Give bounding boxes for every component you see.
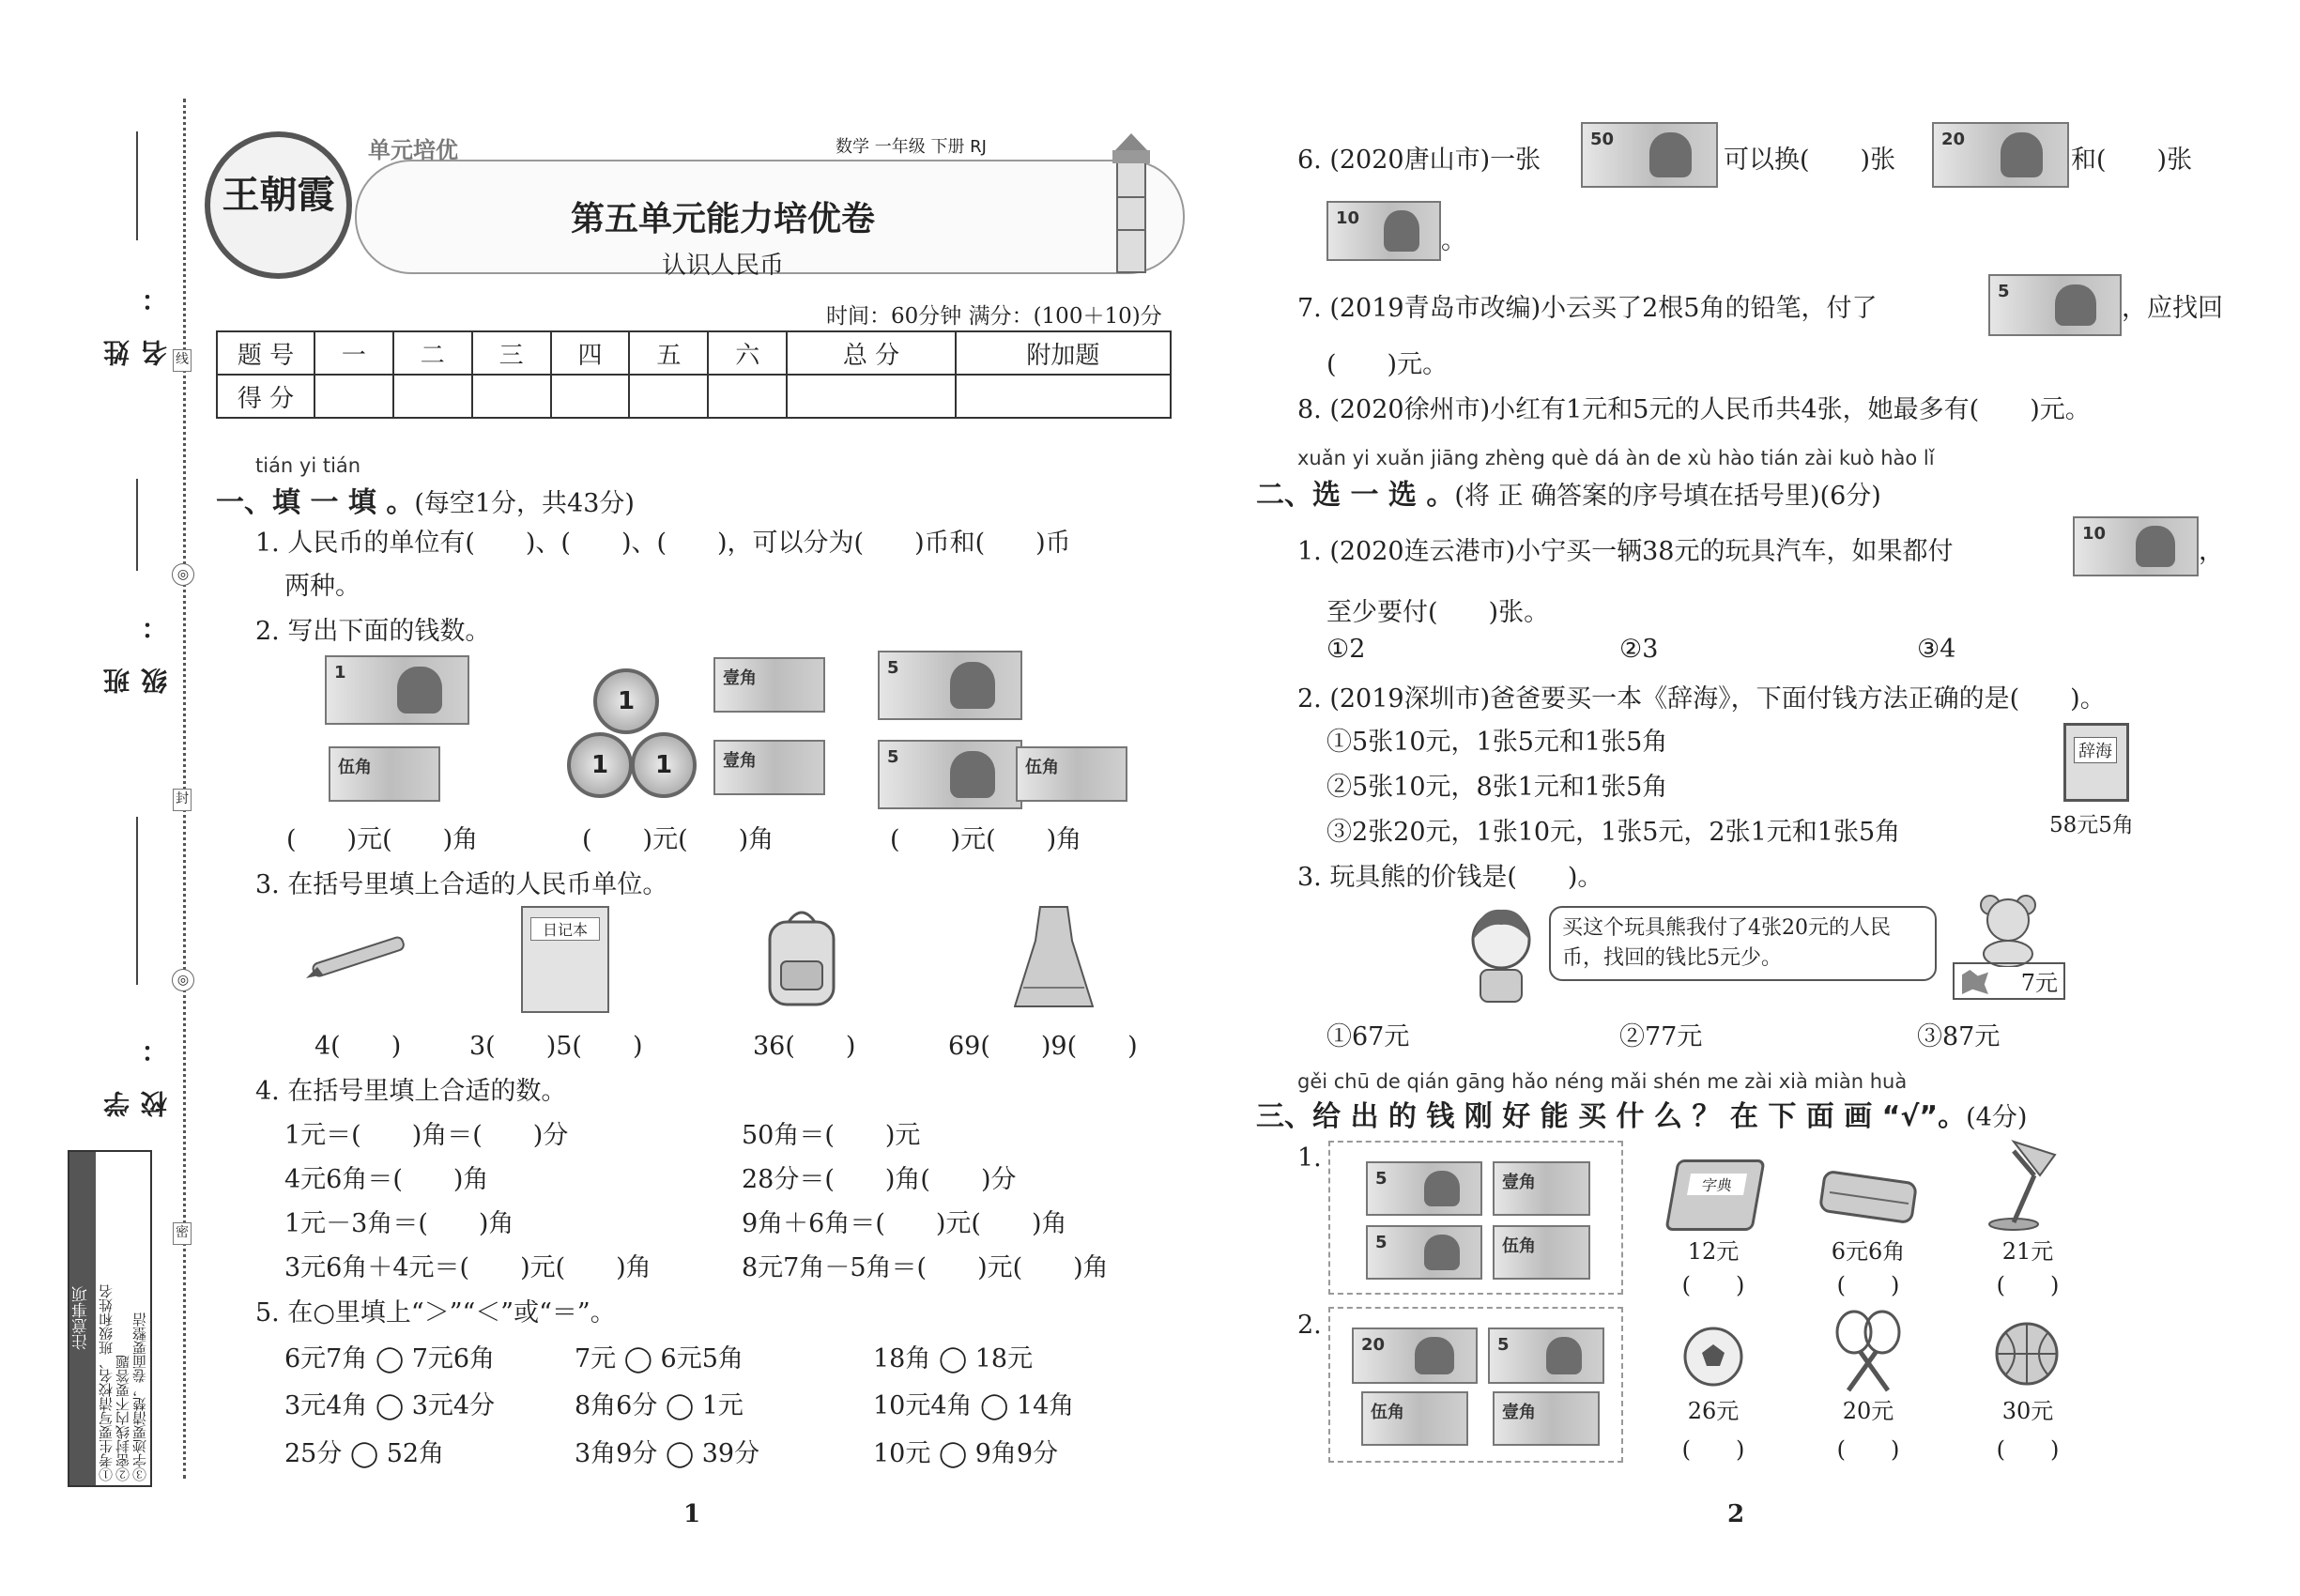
q5-item[interactable]: 3角9分 ◯ 39分	[575, 1439, 760, 1468]
q8-text[interactable]: 8. (2020徐州市)小红有1元和5元的人民币共4张，她最多有( )元。	[1297, 395, 2091, 424]
q5-item[interactable]: 10元 ◯ 9角9分	[873, 1439, 1059, 1468]
banknote-5jiao	[1016, 746, 1127, 802]
name-underline	[136, 131, 138, 240]
table-cell: 六	[708, 331, 787, 375]
portrait-icon	[1424, 1235, 1460, 1271]
q5-item[interactable]: 7元 ◯ 6元5角	[575, 1344, 744, 1373]
banknote-20yuan	[1932, 122, 2069, 188]
score-cell[interactable]	[551, 375, 630, 418]
sec2-pinyin: xuǎn yi xuǎn jiāng zhèng què dá àn de xù hào tián zài kuò hào lǐ	[1297, 447, 1935, 469]
option[interactable]: ③2张20元，1张10元，1张5元，2张1元和1张5角	[1326, 818, 1901, 847]
note-value: 5	[1998, 282, 2010, 301]
class-field[interactable]	[102, 479, 171, 695]
s2q3-text[interactable]: 3. 玩具熊的价钱是( )。	[1297, 863, 1603, 892]
banknote-1jiao	[713, 657, 825, 713]
note-value: 5	[1375, 1233, 1388, 1252]
sec3-title	[1256, 1093, 2027, 1134]
note-value: 壹角	[1502, 1173, 1536, 1192]
banknote-10yuan	[2073, 516, 2199, 576]
answer-paren[interactable]: ( )	[1836, 1436, 1900, 1463]
table-cell: 题 号	[217, 331, 314, 375]
q5-item[interactable]: 6元7角 ◯ 7元6角	[284, 1344, 496, 1373]
brand-logo	[205, 131, 352, 279]
answer-paren[interactable]: ( )	[1996, 1436, 2060, 1463]
coin-1yuan: 1	[593, 668, 659, 734]
score-cell[interactable]	[393, 375, 472, 418]
price-label: 26元	[1687, 1398, 1740, 1424]
q4-item[interactable]: 9角＋6角＝( )元( )角	[742, 1209, 1067, 1238]
girl-icon	[1460, 906, 1542, 1005]
note-value: 5	[887, 658, 899, 678]
banknote-5jiao	[1361, 1391, 1468, 1446]
price-tag-label: 7元	[2020, 970, 2058, 996]
sec2-note: (将 正 确答案的序号填在括号里)(6分)	[1454, 482, 1881, 511]
table-row	[217, 375, 1171, 418]
note-value: 20	[1361, 1335, 1386, 1355]
note-value: 20	[1941, 130, 1966, 149]
banknote-1jiao	[1493, 1161, 1590, 1216]
sec1-pinyin: tián yi tián	[255, 454, 361, 477]
price-label: 6元6角	[1831, 1238, 1906, 1265]
notice-box	[68, 1150, 152, 1487]
book-price: 58元5角	[2049, 813, 2134, 837]
note-value: 50	[1590, 130, 1615, 149]
banknote-5yuan	[1988, 274, 2122, 336]
option[interactable]: ③4	[1917, 635, 1956, 664]
table-row	[217, 331, 1171, 375]
backpack-icon	[759, 903, 845, 1011]
price-label: 21元	[2001, 1238, 2054, 1265]
option[interactable]: ②3	[1619, 635, 1659, 664]
score-cell[interactable]	[472, 375, 551, 418]
q5-item[interactable]: 10元4角 ◯ 14角	[873, 1391, 1075, 1420]
banknote-5yuan	[1366, 1161, 1482, 1216]
score-cell[interactable]	[629, 375, 708, 418]
table-cell: 附加题	[956, 331, 1171, 375]
class-underline	[136, 479, 138, 571]
score-cell[interactable]	[956, 375, 1171, 418]
score-table	[216, 330, 1172, 419]
note-value: 伍角	[338, 758, 372, 777]
portrait-icon	[1546, 1337, 1582, 1374]
note-value: 1	[334, 663, 346, 683]
portrait-icon	[950, 751, 995, 798]
dictionary-icon	[1664, 1159, 1765, 1231]
portrait-icon	[1384, 210, 1419, 251]
portrait-icon	[2055, 284, 2096, 327]
q3-answer-dress[interactable]: 69( )9( )	[948, 1032, 1138, 1061]
table-cell: 三	[472, 331, 551, 375]
name-label: 姓名：	[102, 257, 171, 366]
q4-item[interactable]: 8元7角－5角＝( )元( )角	[742, 1253, 1109, 1282]
pencil-case-icon	[1817, 1164, 1920, 1230]
name-field[interactable]	[102, 131, 171, 366]
s2q1-text-c[interactable]: 至少要付( )张。	[1326, 598, 1550, 627]
q1-line2: 两种。	[284, 572, 360, 601]
pen-icon	[302, 929, 420, 986]
option[interactable]: ①2	[1326, 635, 1366, 664]
dress-icon	[1014, 903, 1094, 1011]
q4-item[interactable]: 1元＝( )角＝( )分	[284, 1121, 569, 1150]
banknote-10yuan	[1326, 201, 1441, 261]
page-title: 第五单元能力培优卷	[570, 200, 875, 238]
seal-mark-feng: 封	[173, 789, 192, 811]
portrait-icon	[397, 667, 442, 714]
q5-item[interactable]: 3元4角 ◯ 3元4分	[284, 1391, 496, 1420]
q6-text-d: 。	[1441, 226, 1466, 255]
book-cihai-icon	[2063, 723, 2129, 802]
price-label: 20元	[1842, 1398, 1894, 1424]
answer-paren[interactable]: ( )	[1681, 1436, 1745, 1463]
school-label: 学校：	[102, 1008, 171, 1117]
banknote-5jiao	[1493, 1225, 1590, 1280]
s3-number-2: 2.	[1297, 1311, 1322, 1340]
note-value: 伍角	[1371, 1403, 1404, 1422]
s2q1-text-a: 1. (2020连云港市)小宁买一辆38元的玩具汽车，如果都付	[1297, 537, 1954, 566]
sec1-note: (每空1分，共43分)	[414, 489, 635, 518]
grade-meta: 数学 一年级 下册 RJ	[836, 137, 987, 157]
q6-text-c[interactable]: 和( )张	[2071, 146, 2193, 175]
score-cell[interactable]	[314, 375, 393, 418]
note-value: 5	[887, 747, 899, 767]
book-title: 辞海	[2074, 737, 2117, 763]
sec3-pinyin: gěi chū de qián gāng hǎo néng mǎi shén me zài xià miàn huà	[1297, 1070, 1908, 1093]
option[interactable]: ②77元	[1619, 1022, 1703, 1051]
class-label: 班级：	[102, 586, 171, 695]
q5-prompt: 5. 在○里填上“＞”“＜”或“＝”。	[255, 1298, 616, 1327]
q4-item[interactable]: 50角＝( )元	[742, 1121, 921, 1150]
s2q1-text-b: ，	[2199, 537, 2224, 566]
banknote-1yuan	[325, 655, 469, 725]
q7-text-c[interactable]: ( )元。	[1326, 350, 1449, 379]
banknote-50yuan	[1581, 122, 1718, 188]
option[interactable]: ①5张10元，1张5元和1张5角	[1326, 728, 1668, 757]
sec3-title-text: 三、给 出 的 钱 刚 好 能 买 什 么 ？ 在 下 面 画 “√”。	[1256, 1100, 1967, 1133]
time-score: 时间：60分钟 满分：(100＋10)分	[826, 304, 1162, 329]
q7-text-a: 7. (2019青岛市改编)小云买了2根5角的铅笔，付了	[1297, 294, 1878, 323]
option[interactable]: ①67元	[1326, 1022, 1410, 1051]
answer-paren[interactable]: ( )	[1836, 1272, 1900, 1298]
s3-number-1: 1.	[1297, 1143, 1322, 1173]
table-cell: 五	[629, 331, 708, 375]
table-cell: 四	[551, 331, 630, 375]
table-cell: 总 分	[787, 331, 956, 375]
series-label: 单元培优	[368, 137, 458, 163]
q6-text-b[interactable]: 可以换( )张	[1724, 146, 1896, 175]
page-number-1: 1	[683, 1500, 701, 1528]
q4-item[interactable]: 28分＝( )角( )分	[742, 1165, 1017, 1194]
q3-answer-backpack[interactable]: 36( )	[753, 1032, 856, 1061]
q2-answer-2[interactable]: ( )元( )角	[582, 825, 774, 854]
q3-answer-pen[interactable]: 4( )	[314, 1032, 402, 1061]
option[interactable]: ③87元	[1917, 1022, 2001, 1051]
sec1-title-text: 一、填 一 填 。	[216, 486, 415, 519]
q4-item[interactable]: 4元6角＝( )角	[284, 1165, 489, 1194]
note-value: 壹角	[723, 751, 757, 771]
q4-item[interactable]: 3元6角＋4元＝( )元( )角	[284, 1253, 652, 1282]
basketball-icon	[1992, 1319, 2062, 1389]
sec2-title-text: 二、选 一 选 。	[1256, 479, 1455, 512]
q5-item[interactable]: 25分 ◯ 52角	[284, 1439, 445, 1468]
answer-paren[interactable]: ( )	[1996, 1272, 2060, 1298]
table-cell: 一	[314, 331, 393, 375]
sec1-title	[216, 479, 635, 520]
page-subtitle: 认识人民币	[661, 252, 784, 280]
price-tag	[1953, 962, 2065, 1000]
q4-item[interactable]: 1元－3角＝( )角	[284, 1209, 514, 1238]
desk-lamp-icon	[1986, 1138, 2079, 1232]
portrait-icon	[950, 662, 995, 709]
note-value: 壹角	[1502, 1403, 1536, 1422]
soccer-ball-icon	[1680, 1324, 1746, 1389]
portrait-icon	[1424, 1171, 1460, 1207]
notice-item: ②密封线内不要答题	[115, 1355, 131, 1481]
q2-prompt: 2. 写出下面的钱数。	[255, 617, 491, 646]
torn-spot-icon	[1962, 970, 1988, 994]
portrait-icon	[1649, 132, 1692, 177]
banknote-5yuan	[1366, 1225, 1482, 1280]
banknote-5jiao	[329, 746, 440, 802]
score-cell[interactable]	[708, 375, 787, 418]
badminton-rackets-icon	[1826, 1310, 1910, 1394]
banknote-1jiao	[713, 740, 825, 795]
price-label: 12元	[1687, 1238, 1740, 1265]
teddy-bear-icon	[1971, 892, 2045, 967]
notice-body	[96, 1152, 150, 1485]
note-value: 5	[1497, 1335, 1510, 1355]
seal-hole-icon: ◎	[172, 969, 194, 991]
diary-label: 日记本	[530, 917, 600, 941]
school-field[interactable]	[102, 817, 171, 1117]
page-number-2: 2	[1727, 1500, 1745, 1528]
coin-1yuan: 1	[631, 732, 697, 798]
dictionary-label: 字典	[1687, 1174, 1747, 1195]
diary-icon	[521, 906, 609, 1013]
s2q2-text[interactable]: 2. (2019深圳市)爸爸要买一本《辞海》，下面付钱方法正确的是( )。	[1297, 684, 2106, 714]
seal-mark-xian: 线	[173, 349, 192, 372]
note-value: 伍角	[1502, 1236, 1536, 1256]
sec2-title	[1256, 471, 1881, 513]
score-cell[interactable]	[787, 375, 956, 418]
note-value: 10	[1336, 208, 1360, 228]
q7-text-b: ，应找回	[2122, 294, 2223, 323]
banknote-5yuan	[878, 651, 1022, 720]
q2-answer-1[interactable]: ( )元( )角	[286, 825, 479, 854]
q3-prompt: 3. 在括号里填上合适的人民币单位。	[255, 870, 668, 899]
portrait-icon	[2001, 132, 2043, 177]
q5-item[interactable]: 18角 ◯ 18元	[873, 1344, 1034, 1373]
notice-item: ①考生要写清校名、班级和姓名	[98, 1284, 115, 1481]
q6-text-a: 6. (2020唐山市)一张	[1297, 146, 1541, 175]
table-cell: 得 分	[217, 375, 314, 418]
seal-mark-mi: 密	[173, 1222, 192, 1245]
option[interactable]: ②5张10元，8张1元和1张5角	[1326, 773, 1668, 802]
lighthouse-icon	[1080, 131, 1183, 282]
note-value: 5	[1375, 1169, 1388, 1189]
q5-item[interactable]: 8角6分 ◯ 1元	[575, 1391, 744, 1420]
sec3-note: (4分)	[1966, 1103, 2028, 1132]
speech-bubble: 买这个玩具熊我付了4张20元的人民币，找回的钱比5元少。	[1549, 906, 1937, 981]
note-value: 伍角	[1025, 758, 1059, 777]
price-label: 30元	[2001, 1398, 2054, 1424]
q2-answer-3[interactable]: ( )元( )角	[890, 825, 1082, 854]
coin-1yuan: 1	[567, 732, 633, 798]
logo-text: 王朝霞	[222, 173, 335, 217]
banknote-1jiao	[1493, 1391, 1600, 1446]
note-value: 10	[2082, 524, 2107, 544]
banknote-20yuan	[1352, 1327, 1478, 1384]
table-cell: 二	[393, 331, 472, 375]
q3-answer-diary[interactable]: 3( )5( )	[469, 1032, 643, 1061]
banknote-5yuan	[878, 740, 1022, 809]
portrait-icon	[1415, 1337, 1454, 1374]
notice-item: ③字迹要清楚，卷面要整洁	[131, 1312, 148, 1481]
q1-line1: 1. 人民币的单位有( )、( )、( )，可以分为( )币和( )币	[255, 529, 1071, 558]
notice-head: 注意事项	[69, 1152, 96, 1485]
school-underline	[136, 817, 138, 985]
banknote-5yuan	[1488, 1327, 1604, 1384]
seal-hole-icon: ◎	[172, 563, 194, 586]
portrait-icon	[2136, 526, 2175, 566]
q4-prompt: 4. 在括号里填上合适的数。	[255, 1077, 567, 1106]
answer-paren[interactable]: ( )	[1681, 1272, 1745, 1298]
note-value: 壹角	[723, 668, 757, 688]
